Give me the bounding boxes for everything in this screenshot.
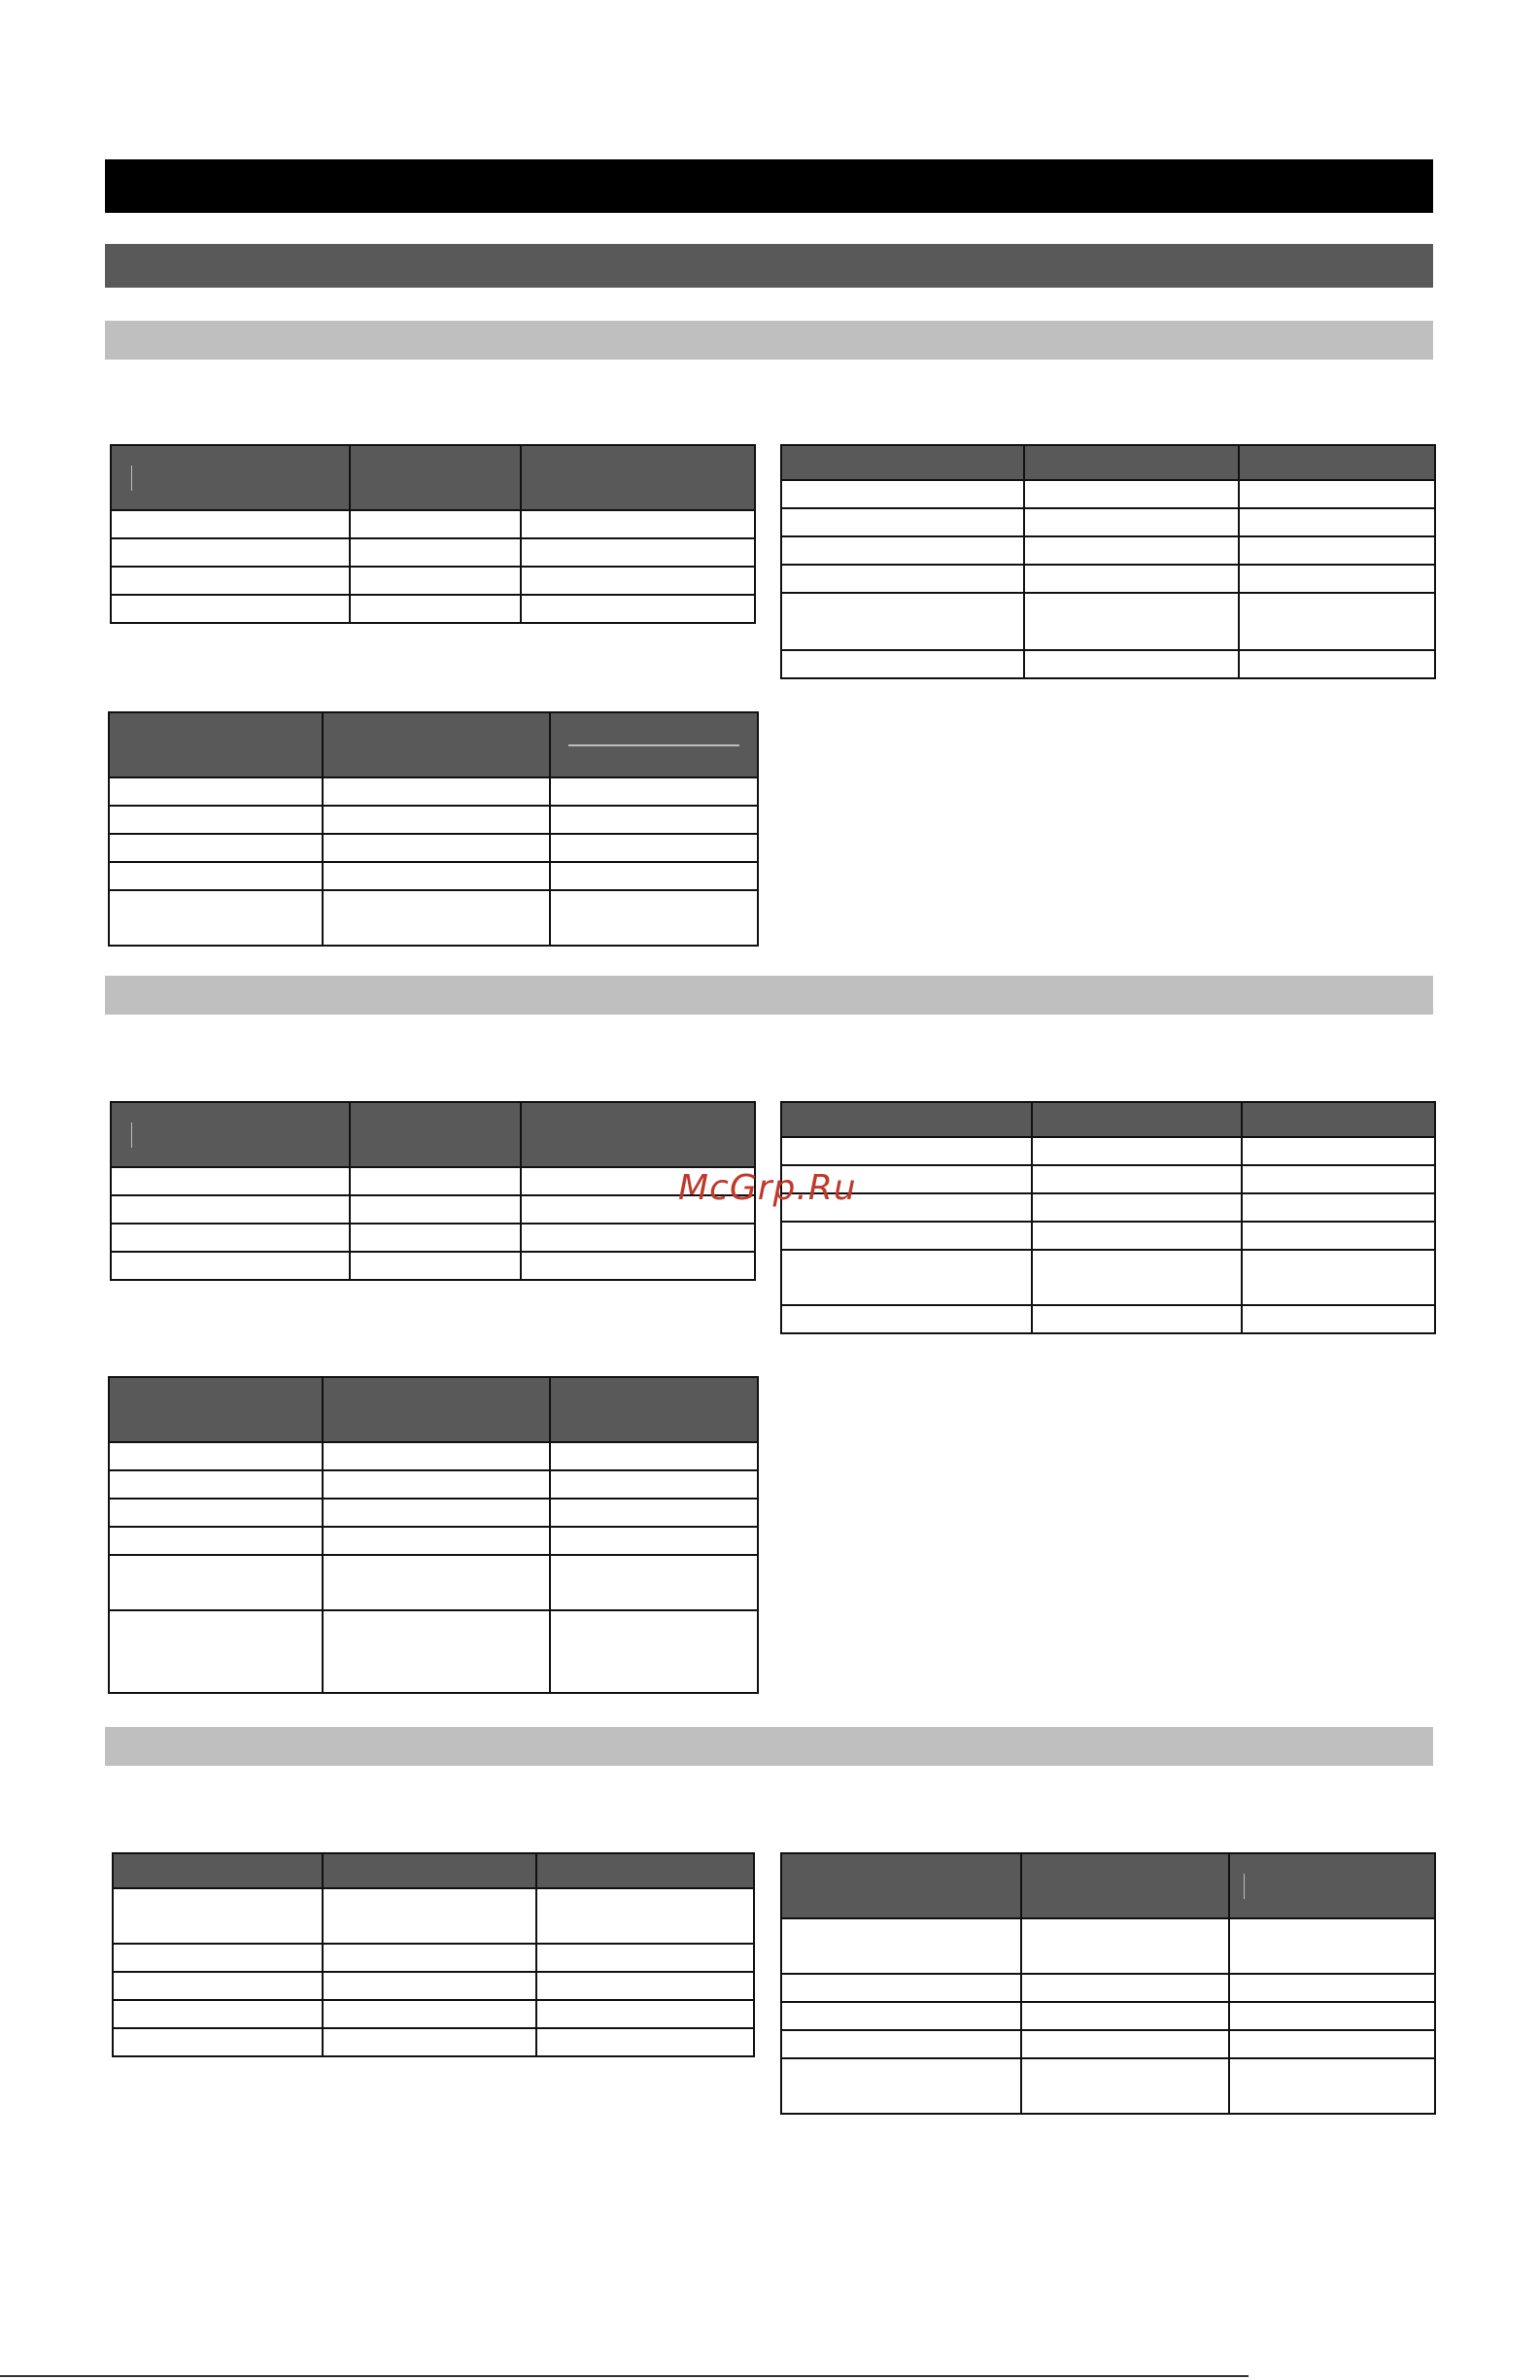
table-header-cell (521, 445, 755, 510)
table-cell (781, 2058, 1021, 2114)
table-cell (781, 1918, 1021, 1974)
table-cell (1032, 1305, 1242, 1333)
table-cell (1024, 508, 1239, 536)
table-row (113, 1944, 754, 1972)
table-cell (1032, 1250, 1242, 1305)
spec-table-3b (780, 1852, 1436, 2115)
table-cell (109, 890, 323, 946)
table-row (109, 1470, 758, 1499)
table-header-cell (521, 1102, 755, 1167)
table-cell (550, 1527, 758, 1555)
table-row (111, 595, 755, 623)
table-header-cell (1021, 1853, 1229, 1918)
table-cell (781, 565, 1024, 593)
table-cell (1024, 593, 1239, 650)
table-cell (109, 1610, 323, 1693)
section-header-bar (105, 244, 1433, 288)
table-cell (1229, 2058, 1435, 2114)
table-cell (1024, 480, 1239, 508)
table-cell (521, 510, 755, 538)
table-cell (323, 777, 550, 806)
table-cell (323, 1610, 550, 1693)
table-cell (323, 1442, 550, 1470)
table-cell (111, 1252, 350, 1280)
table-cell (1021, 2002, 1229, 2030)
table-row (781, 1918, 1435, 1974)
table-cell (550, 1610, 758, 1693)
table-cell (536, 2000, 754, 2028)
table-cell (109, 806, 323, 834)
table-cell (111, 538, 350, 567)
table-row (109, 1555, 758, 1610)
table-header-cell (323, 1377, 550, 1442)
table-cell (323, 1555, 550, 1610)
table-cell (550, 1442, 758, 1470)
table-header-cell (111, 445, 350, 510)
table-row (109, 1527, 758, 1555)
table-header-cell (350, 1102, 521, 1167)
table-cell (1032, 1137, 1242, 1165)
table-header-cell (536, 1853, 754, 1888)
table-cell (350, 567, 521, 595)
table-row (109, 862, 758, 890)
table-row (781, 565, 1435, 593)
table-cell (521, 595, 755, 623)
table-header-row (109, 712, 758, 777)
table-cell (323, 1944, 536, 1972)
table-cell (350, 1195, 521, 1224)
table-cell (781, 1222, 1032, 1250)
table-cell (113, 1888, 323, 1944)
table-row (781, 1974, 1435, 2002)
table-header-cell (1239, 445, 1435, 480)
table-cell (1021, 1974, 1229, 2002)
table-row (781, 1165, 1435, 1193)
table-cell (323, 890, 550, 946)
table-cell (781, 536, 1024, 565)
spec-table-1a (110, 444, 756, 624)
table-cell (323, 1527, 550, 1555)
table-cell (1032, 1193, 1242, 1222)
table-cell (550, 777, 758, 806)
spec-table-3a (112, 1852, 755, 2057)
table-cell (781, 593, 1024, 650)
table-cell (1239, 508, 1435, 536)
table-header-cell (1024, 445, 1239, 480)
table-cell (1229, 2030, 1435, 2058)
table-cell (781, 2002, 1021, 2030)
table-header-cell (323, 1853, 536, 1888)
table-row (781, 1250, 1435, 1305)
table-cell (781, 480, 1024, 508)
table-cell (550, 890, 758, 946)
subsection-bar-2 (105, 976, 1433, 1015)
spec-table-1b (780, 444, 1436, 679)
table-cell (109, 1555, 323, 1610)
table-cell (521, 1252, 755, 1280)
table-cell (109, 1499, 323, 1527)
table-header-cell (109, 712, 323, 777)
table-cell (1242, 1193, 1435, 1222)
table-cell (323, 1888, 536, 1944)
table-row (781, 1193, 1435, 1222)
table-row (781, 536, 1435, 565)
table-cell (521, 1224, 755, 1252)
table-cell (350, 538, 521, 567)
table-cell (550, 1499, 758, 1527)
table-cell (111, 595, 350, 623)
spec-table-2c (108, 1376, 759, 1694)
table-cell (781, 650, 1024, 678)
table-cell (111, 1224, 350, 1252)
table-cell (323, 1499, 550, 1527)
table-cell (1032, 1165, 1242, 1193)
table-cell (781, 1250, 1032, 1305)
table-cell (1242, 1250, 1435, 1305)
table-row (781, 1137, 1435, 1165)
table-header-row (113, 1853, 754, 1888)
table-cell (1239, 480, 1435, 508)
spec-table-2b (780, 1101, 1436, 1334)
table-header-cell (1229, 1853, 1435, 1918)
table-header-cell (781, 445, 1024, 480)
table-header-cell (550, 1377, 758, 1442)
table-cell (536, 1972, 754, 2000)
table-header-cell (1242, 1102, 1435, 1137)
spec-table-2a (110, 1101, 756, 1281)
table-cell (113, 1944, 323, 1972)
table-header-row (781, 1102, 1435, 1137)
table-row (781, 480, 1435, 508)
table-row (109, 806, 758, 834)
table-cell (1024, 565, 1239, 593)
table-cell (111, 1167, 350, 1195)
table-cell (109, 1470, 323, 1499)
footer-divider (0, 2375, 1249, 2377)
table-cell (1239, 593, 1435, 650)
table-cell (781, 1137, 1032, 1165)
table-row (781, 650, 1435, 678)
table-row (109, 1610, 758, 1693)
table-cell (350, 1224, 521, 1252)
table-cell (350, 1167, 521, 1195)
table-cell (113, 2028, 323, 2056)
table-cell (323, 1972, 536, 2000)
table-cell (1242, 1305, 1435, 1333)
table-cell (323, 806, 550, 834)
page-title-bar (105, 159, 1433, 213)
table-cell (1239, 536, 1435, 565)
table-cell (550, 1470, 758, 1499)
table-row (781, 2030, 1435, 2058)
table-header-row (109, 1377, 758, 1442)
table-cell (111, 510, 350, 538)
table-row (109, 890, 758, 946)
table-cell (323, 834, 550, 862)
table-cell (1024, 650, 1239, 678)
table-cell (550, 862, 758, 890)
table-cell (1242, 1165, 1435, 1193)
table-row (781, 593, 1435, 650)
table-cell (536, 2028, 754, 2056)
table-header-row (781, 445, 1435, 480)
table-row (781, 1305, 1435, 1333)
table-row (111, 1252, 755, 1280)
table-cell (781, 508, 1024, 536)
table-cell (536, 1944, 754, 1972)
table-row (781, 2058, 1435, 2114)
table-cell (1024, 536, 1239, 565)
table-cell (109, 1442, 323, 1470)
table-cell (1021, 2030, 1229, 2058)
table-header-cell (111, 1102, 350, 1167)
table-cell (109, 834, 323, 862)
table-row (781, 2002, 1435, 2030)
table-row (113, 1888, 754, 1944)
table-row (111, 1195, 755, 1224)
table-cell (781, 1305, 1032, 1333)
table-header-cell (323, 712, 550, 777)
table-cell (350, 1252, 521, 1280)
table-cell (1032, 1222, 1242, 1250)
table-cell (323, 2028, 536, 2056)
table-cell (111, 567, 350, 595)
table-cell (550, 1555, 758, 1610)
table-cell (323, 862, 550, 890)
table-cell (1239, 565, 1435, 593)
table-row (109, 1442, 758, 1470)
table-row (111, 1224, 755, 1252)
table-row (111, 1167, 755, 1195)
table-cell (1229, 1918, 1435, 1974)
table-header-cell (1032, 1102, 1242, 1137)
table-header-cell (781, 1102, 1032, 1137)
table-row (111, 510, 755, 538)
table-cell (323, 2000, 536, 2028)
table-row (113, 1972, 754, 2000)
table-header-cell (550, 712, 758, 777)
table-cell (781, 2030, 1021, 2058)
table-header-cell (350, 445, 521, 510)
table-header-cell (781, 1853, 1021, 1918)
table-cell (113, 2000, 323, 2028)
table-cell (1229, 2002, 1435, 2030)
table-cell (1239, 650, 1435, 678)
table-cell (1021, 1918, 1229, 1974)
table-row (113, 2000, 754, 2028)
table-cell (350, 595, 521, 623)
table-cell (781, 1974, 1021, 2002)
table-row (113, 2028, 754, 2056)
table-cell (1229, 1974, 1435, 2002)
table-cell (550, 806, 758, 834)
subsection-bar-1 (105, 321, 1433, 360)
spec-table-1c (108, 711, 759, 947)
table-cell (350, 510, 521, 538)
subsection-bar-3 (105, 1727, 1433, 1766)
table-row (111, 567, 755, 595)
table-row (109, 834, 758, 862)
table-row (111, 538, 755, 567)
watermark-text: McGrp.Ru (678, 1168, 857, 1208)
table-header-cell (113, 1853, 323, 1888)
table-cell (111, 1195, 350, 1224)
table-cell (1021, 2058, 1229, 2114)
table-cell (521, 567, 755, 595)
table-cell (323, 1470, 550, 1499)
table-cell (1242, 1222, 1435, 1250)
table-cell (109, 777, 323, 806)
table-header-row (111, 1102, 755, 1167)
table-row (109, 777, 758, 806)
table-cell (1242, 1137, 1435, 1165)
table-header-row (111, 445, 755, 510)
table-cell (109, 1527, 323, 1555)
table-cell (536, 1888, 754, 1944)
table-row (109, 1499, 758, 1527)
table-header-cell (109, 1377, 323, 1442)
table-cell (113, 1972, 323, 2000)
table-cell (109, 862, 323, 890)
table-cell (521, 538, 755, 567)
table-row (781, 508, 1435, 536)
table-cell (550, 834, 758, 862)
table-row (781, 1222, 1435, 1250)
table-header-row (781, 1853, 1435, 1918)
